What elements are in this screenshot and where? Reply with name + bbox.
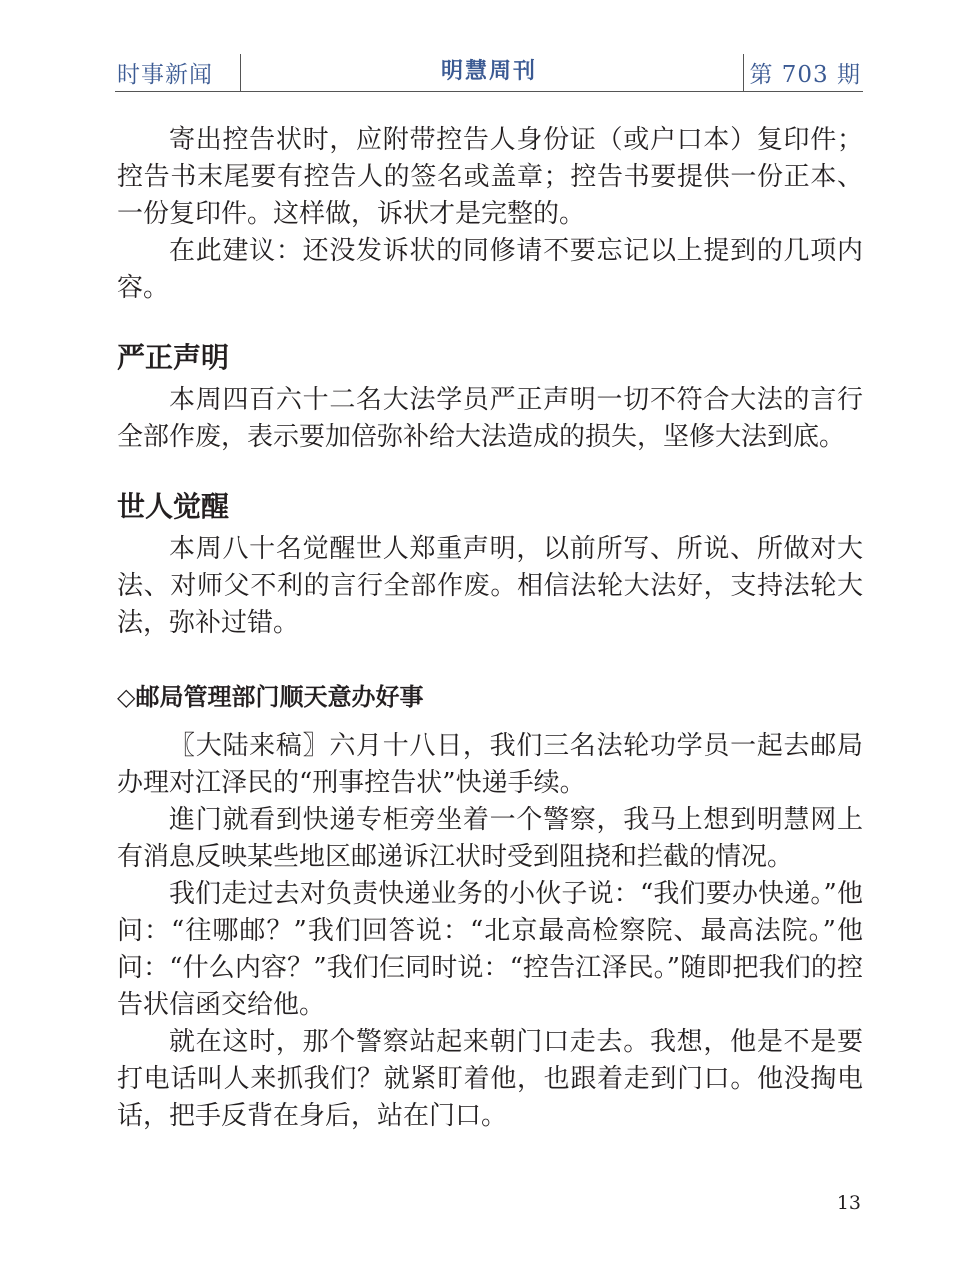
article-paragraph: 〖大陆来稿〗六月十八日，我们三名法轮功学员一起去邮局办理对江泽民的“刑事控告状”快递手续。 [117, 731, 863, 798]
page-header [115, 52, 863, 92]
awakening-paragraph: 本周八十名觉醒世人郑重声明，以前所写、所说、所做对大法、对师父不利的言行全部作废。相信法轮大法好，支持法轮大法，弥补过错。 [117, 534, 863, 638]
section-heading-awakening: 世人觉醒 [117, 490, 230, 523]
statement-paragraph: 本周四百六十二名大法学员严正声明一切不符合大法的言行全部作废，表示要加倍弥补给大法造成的损失，坚修大法到底。 [117, 385, 863, 452]
page-content [117, 122, 863, 1135]
publication-title: 明慧周刊 [440, 59, 537, 84]
intro-paragraph: 在此建议：还没发诉状的同修请不要忘记以上提到的几项内容。 [117, 236, 863, 303]
article-paragraph: 進门就看到快递专柜旁坐着一个警察，我马上想到明慧网上有消息反映某些地区邮递诉江状时受到阻挠和拦截的情况。 [117, 805, 863, 872]
header-rule [115, 91, 863, 92]
header-divider-right [743, 54, 744, 92]
header-section-label: 时事新闻 [117, 62, 213, 88]
page-number: 13 [836, 1192, 861, 1214]
article-paragraph: 就在这时，那个警察站起来朝门口走去。我想，他是不是要打电话叫人来抓我们？就紧盯着他，也跟着走到门口。他没掏电话，把手反背在身后，站在门口。 [117, 1027, 863, 1131]
article-paragraph: 我们走过去对负责快递业务的小伙子说：“我们要办快递。”他问：“往哪邮？”我们回答说：“北京最高检察院、最高法院。”他问：“什么内容？”我们仨同时说：“控告江泽民。”随即把我们的控告状信函交给他。 [117, 879, 863, 1020]
section-heading-statement: 严正声明 [117, 341, 230, 374]
article-title: ◇邮局管理部门顺天意办好事 [117, 683, 424, 711]
intro-paragraph: 寄出控告状时，应附带控告人身份证（或户口本）复印件；控告书末尾要有控告人的签名或盖章；控告书要提供一份正本、一份复印件。这样做，诉状才是完整的。 [117, 125, 863, 229]
issue-number: 第 703 期 [749, 62, 861, 88]
